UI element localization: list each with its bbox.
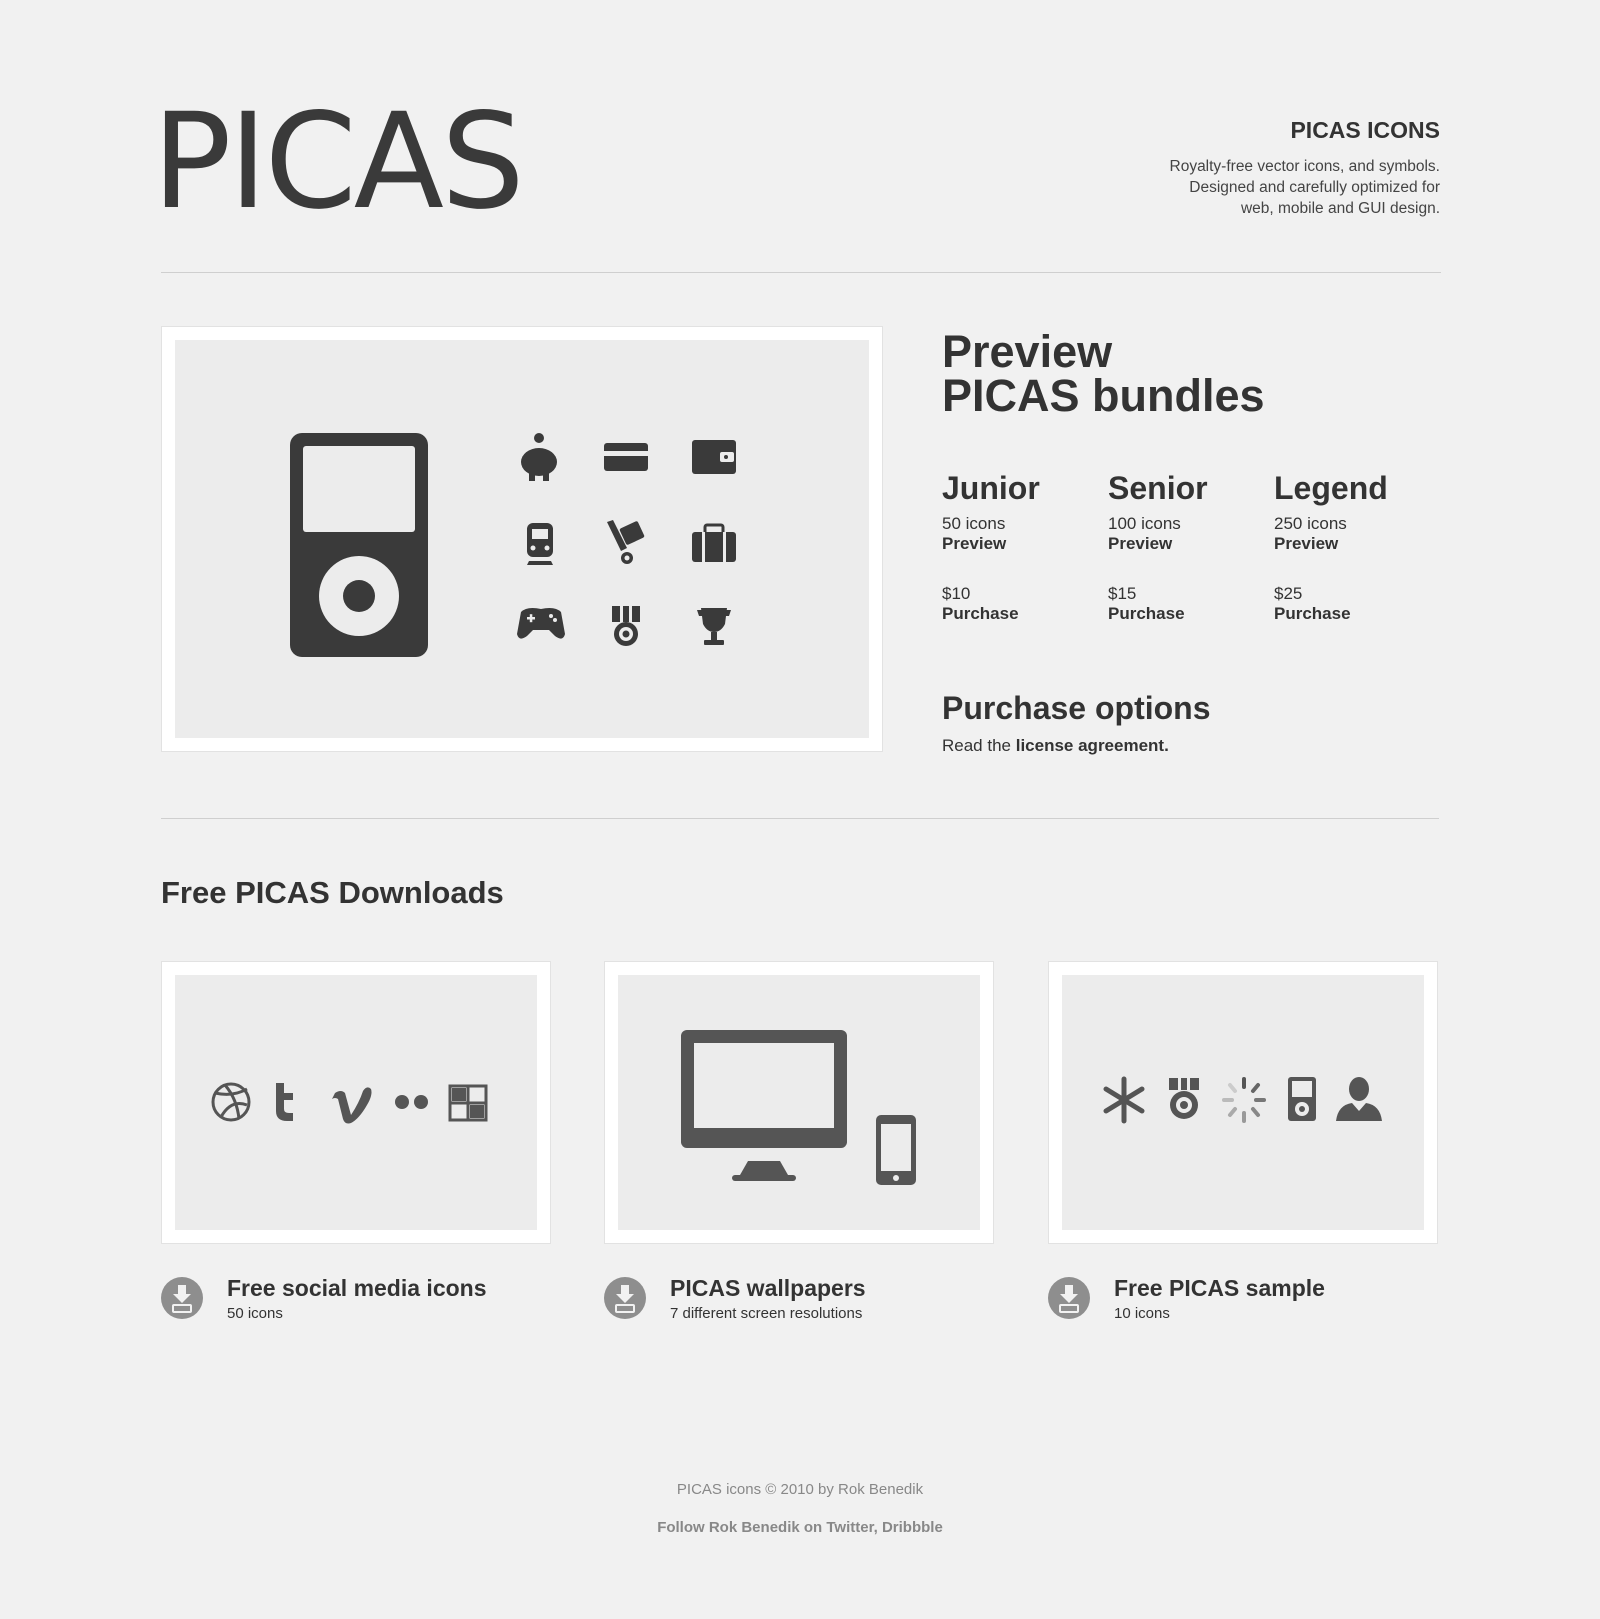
bundle-purchase-link[interactable]: Purchase: [942, 604, 1019, 623]
flickr-icon: [395, 1095, 428, 1109]
vimeo-icon: [332, 1087, 372, 1123]
purchase-options-title: Purchase options: [942, 690, 1211, 726]
bundle-price: $10: [942, 584, 971, 603]
medal-icon: [1169, 1078, 1199, 1119]
train-icon: [527, 523, 553, 565]
bundle-preview-link[interactable]: Preview: [1108, 534, 1173, 553]
download-subtitle: 50 icons: [227, 1305, 283, 1322]
delicious-icon: [450, 1086, 486, 1120]
piggy-bank-icon: [521, 433, 557, 481]
purchase-options-text: [942, 736, 1169, 756]
briefcase-icon: [692, 525, 736, 562]
bundle-count: 50 icons: [942, 514, 1006, 533]
download-icon[interactable]: [1048, 1277, 1090, 1319]
bundle-price: $15: [1108, 584, 1137, 603]
divider: [161, 818, 1439, 819]
footer-follow-text: Follow Rok Benedik on: [657, 1519, 823, 1536]
dribbble-link[interactable]: Dribbble: [881, 1519, 943, 1536]
spinner-icon: [1224, 1079, 1264, 1121]
sample-icons: [1062, 975, 1424, 1230]
bundle-purchase-link[interactable]: Purchase: [1108, 604, 1185, 623]
luggage-cart-icon: [607, 520, 645, 564]
download-title[interactable]: Free PICAS sample: [1114, 1275, 1325, 1301]
bundle-senior: [1108, 470, 1268, 624]
tagline-line: Royalty-free vector icons, and symbols.: [1169, 158, 1440, 175]
purchase-options-prefix: Read the: [942, 736, 1011, 755]
tagline-line: web, mobile and GUI design.: [1240, 200, 1440, 217]
tagline-text: [1120, 156, 1440, 219]
license-agreement-link[interactable]: license agreement.: [1015, 736, 1169, 755]
dribbble-icon: [213, 1084, 249, 1120]
bundle-name: Junior: [942, 470, 1040, 506]
social-icons-preview[interactable]: [161, 961, 551, 1244]
trophy-icon: [697, 608, 731, 645]
preview-title: [942, 326, 1265, 421]
tagline-title: PICAS ICONS: [1290, 117, 1440, 143]
ipod-icon: [1288, 1077, 1316, 1121]
download-subtitle: 7 different screen resolutions: [670, 1305, 863, 1322]
preview-title-line1: Preview: [942, 326, 1113, 377]
bundle-count: 100 icons: [1108, 514, 1181, 533]
download-icon[interactable]: [604, 1277, 646, 1319]
site-logo[interactable]: PICAS: [152, 85, 522, 239]
tagline-line: Designed and carefully optimized for: [1189, 179, 1440, 196]
monitor-icon: [681, 1030, 847, 1181]
ipod-icon: [290, 433, 428, 657]
bundle-purchase-link[interactable]: Purchase: [1274, 604, 1351, 623]
phone-icon: [876, 1115, 916, 1185]
medal-icon: [612, 606, 640, 646]
preview-image-canvas: [175, 340, 869, 738]
bundle-name: Legend: [1274, 470, 1388, 506]
bundle-junior: [942, 470, 1102, 624]
bundle-preview-link[interactable]: Preview: [1274, 534, 1339, 553]
twitter-icon: [276, 1083, 293, 1121]
credit-card-icon: [604, 443, 648, 471]
bundle-name: Senior: [1108, 470, 1208, 506]
sample-preview[interactable]: [1048, 961, 1438, 1244]
wallet-icon: [692, 440, 736, 474]
wallpapers-canvas: [618, 975, 980, 1230]
free-downloads-title: Free PICAS Downloads: [161, 875, 504, 910]
footer-social: [0, 1519, 1600, 1536]
footer-separator: ,: [873, 1519, 878, 1536]
preview-title-line2: PICAS bundles: [942, 370, 1265, 421]
download-title[interactable]: Free social media icons: [227, 1275, 487, 1301]
bundle-preview-link[interactable]: Preview: [942, 534, 1007, 553]
gamepad-icon: [517, 608, 565, 639]
bundle-count: 250 icons: [1274, 514, 1347, 533]
user-icon: [1336, 1077, 1382, 1121]
sample-canvas: [1062, 975, 1424, 1230]
bundle-legend: [1274, 470, 1434, 624]
preview-image[interactable]: [161, 326, 883, 752]
social-icons-canvas: [175, 975, 537, 1230]
wallpapers-preview[interactable]: [604, 961, 994, 1244]
download-icon[interactable]: [161, 1277, 203, 1319]
bundle-price: $25: [1274, 584, 1303, 603]
preview-icons: [175, 340, 869, 738]
wallpaper-icons: [618, 975, 980, 1230]
footer-copyright: PICAS icons © 2010 by Rok Benedik: [676, 1481, 924, 1498]
download-title[interactable]: PICAS wallpapers: [670, 1275, 866, 1301]
social-icons: [175, 975, 537, 1230]
download-subtitle: 10 icons: [1114, 1305, 1170, 1322]
twitter-link[interactable]: Twitter: [826, 1519, 874, 1536]
divider: [161, 272, 1441, 273]
snowflake-icon: [1106, 1079, 1142, 1121]
